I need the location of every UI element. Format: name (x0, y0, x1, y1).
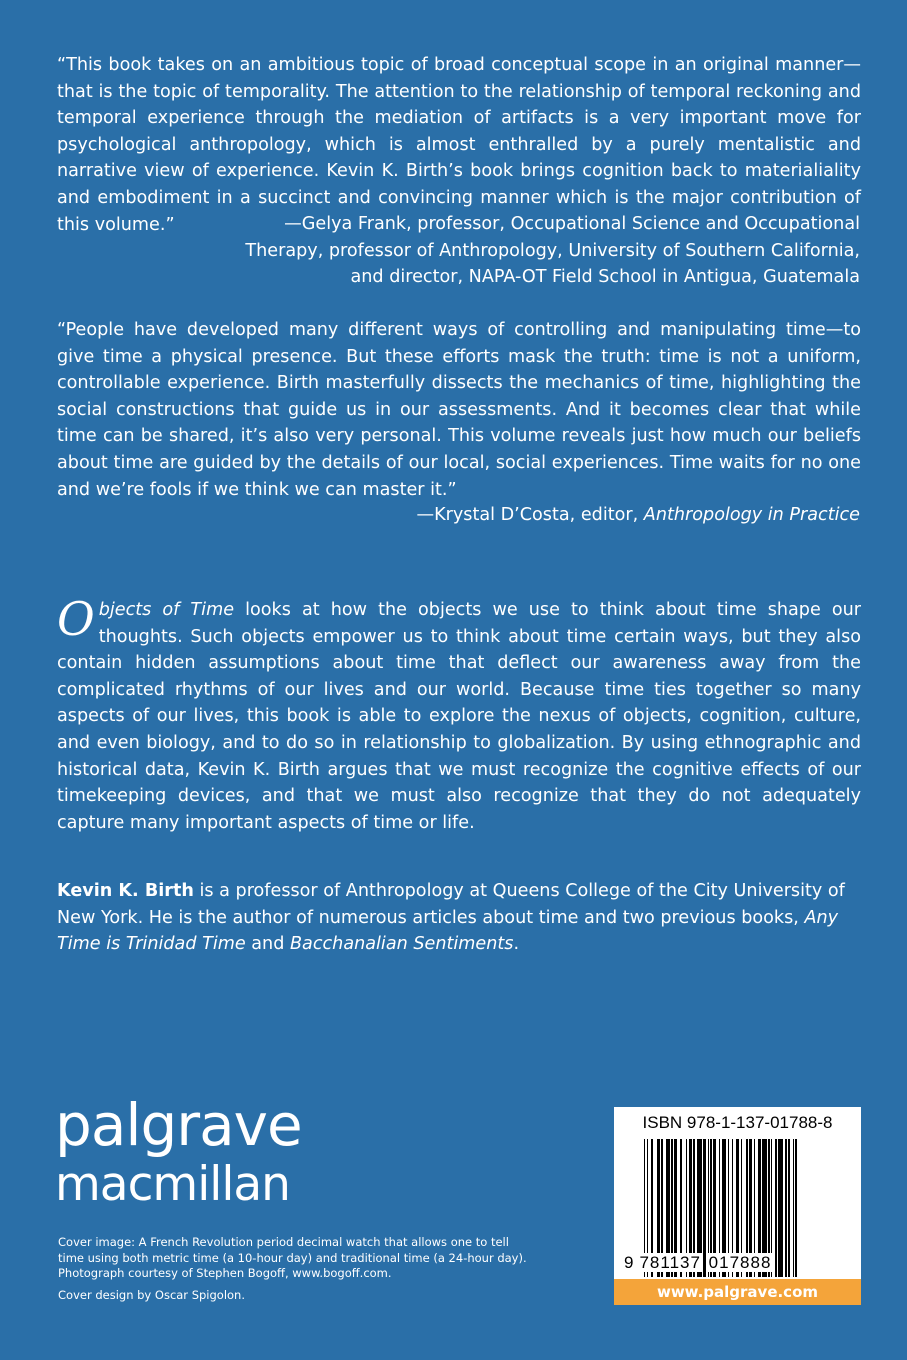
cover-design-credit: Cover design by Oscar Spigolon. (58, 1287, 245, 1302)
publisher-logo-line1: palgrave (55, 1091, 302, 1159)
review-quote-1-text: “This book takes on an ambitious topic of broad conceptual scope in an original manner—that is the topic of temporality. The attention to the relationship of temporal reckoning and temporal experience through the mediation of artifacts is a very important move for psychological anthropology, which is almost enthralled by a purely mentalistic and narrative view of experience. Kevin K. Birth’s book brings cognition back to materialiality and embodiment in a succinct and convincing manner which is the major contribution of this volume.” (57, 55, 861, 235)
review-quote-2-attribution (417, 502, 861, 529)
attribution-publication: Anthropology in Practice (643, 505, 860, 525)
attribution-line: and director, NAPA-OT Field School in Antigua, Guatemala (350, 267, 860, 288)
isbn-barcode-panel (614, 1107, 861, 1305)
author-bio (57, 878, 861, 958)
publisher-logo-line2: macmillan (55, 1157, 290, 1212)
review-quote-1-attribution (245, 211, 860, 291)
publisher-logo (55, 1093, 302, 1211)
book-title-inline: bjects of Time (98, 600, 235, 620)
author-name: Kevin K. Birth (57, 881, 194, 901)
bio-text: is a professor of Anthropology at Queens College of the City University of New York. He is the author of numerous articles about time and two previous books, (57, 881, 845, 928)
isbn-label: ISBN 978-1-137-01788-8 (642, 1113, 833, 1132)
previous-book-2: Bacchanalian Sentiments (289, 934, 514, 955)
barcode-digits (624, 1253, 854, 1273)
previous-book-1: Any Time is Trinidad Time (57, 907, 839, 955)
description-text: looks at how the objects we use to think about time shape our thoughts. Such objects empower us to think about time certain ways, but they also contain hidden assumptions about time that deflect our awareness away from the complicated rhythms of our lives and our world. Because time ties together so many aspects of our lives, this book is able to explore the nexus of objects, cognition, culture, and even biology, and to do so in relationship to globalization. By using ethnographic and historical data, Kevin K. Birth argues that we must recognize the cognitive effects of our timekeeping devices, and that we must also recognize that they do not adequately capture many important aspects of time or life. (57, 600, 862, 833)
publisher-url: www.palgrave.com (614, 1279, 861, 1305)
barcode-digit-lead: 9 (624, 1253, 635, 1272)
book-description (57, 592, 862, 836)
review-quote-2 (57, 317, 861, 503)
barcode-digit-group-2: 017888 (708, 1253, 772, 1272)
attribution-line: Therapy, professor of Anthropology, University of Southern California, (245, 240, 860, 261)
bio-end: . (513, 934, 520, 955)
attribution-line: —Gelya Frank, professor, Occupational Science and Occupational (284, 214, 860, 234)
bio-and: and (245, 934, 290, 955)
barcode-digit-group-1: 781137 (639, 1253, 701, 1272)
drop-cap: O (57, 592, 95, 646)
cover-credits (58, 1235, 538, 1309)
attribution-prefix: —Krystal D’Costa, editor, (416, 505, 644, 525)
cover-image-credit: Cover image: A French Revolution period decimal watch that allows one to tell time using both metric time (a 10-hour day) and traditional time (a 24-hour day). Photograph courtesy of Stephen Bogoff, www.bogoff.com. (58, 1235, 527, 1281)
review-quote-2-text: “People have developed many different ways of controlling and manipulating time—to give time a physical presence. But these efforts mask the truth: time is not a uniform, controllable experience. Birth masterfully dissects the mechanics of time, highlighting the social constructions that guide us in our assessments. And it becomes clear that while time can be shared, it’s also very personal. This volume reveals just how much our beliefs about time are guided by the details of our local, social experiences. Time waits for no one and we’re fools if we think we can master it.” (57, 320, 861, 500)
